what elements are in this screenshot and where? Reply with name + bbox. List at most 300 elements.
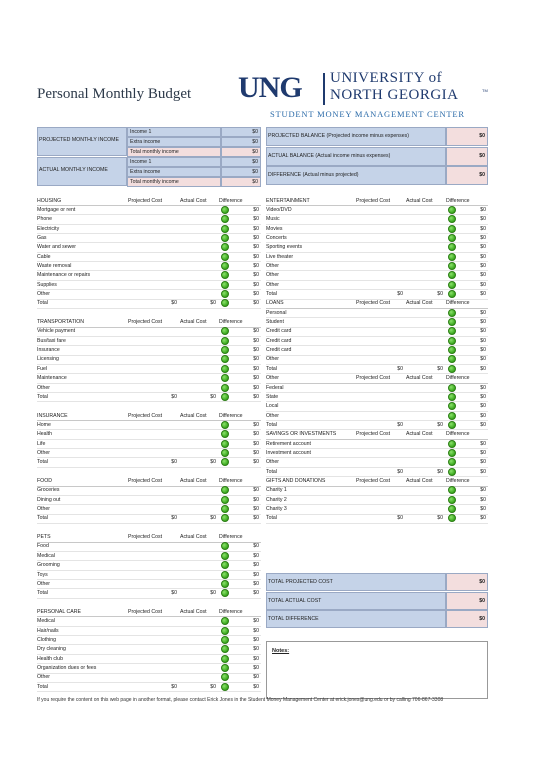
actual-income-row-label: Total monthly income: [130, 179, 179, 185]
difference-value: $0: [480, 506, 486, 513]
row-line: [37, 691, 261, 692]
total-row-label: Total: [37, 683, 48, 690]
row-line: [37, 392, 261, 393]
difference-value: $0: [480, 309, 486, 316]
actual-total: $0: [210, 515, 216, 522]
row-line: [37, 467, 261, 468]
difference-value: $0: [480, 384, 486, 391]
actual-total: $0: [437, 291, 443, 297]
row-line: [37, 383, 261, 384]
row-line: [37, 654, 261, 655]
projected-total: $0: [171, 459, 177, 466]
notes-label: Notes:: [272, 648, 290, 654]
column-header: Actual Cost: [180, 608, 207, 615]
row-line: [266, 317, 488, 318]
column-header: Actual Cost: [406, 197, 433, 204]
balance-label: PROJECTED BALANCE (Projected income minus expenses): [268, 133, 409, 139]
total-label: TOTAL DIFFERENCE: [268, 616, 319, 622]
expense-row-label: Vehicle payment: [37, 328, 76, 335]
expense-row-label: Other: [37, 580, 50, 587]
difference-value: $0: [480, 487, 486, 494]
expense-row-label: Credit card: [266, 347, 292, 354]
expense-row-label: Other: [266, 412, 279, 419]
row-line: [37, 635, 261, 636]
actual-total: $0: [210, 683, 216, 690]
column-header: Actual Cost: [406, 478, 433, 484]
logo-mark: UNG: [238, 71, 302, 104]
row-line: [37, 224, 261, 225]
expense-row-label: Credit card: [266, 337, 292, 344]
row-line: [37, 579, 261, 580]
header-underline: [37, 420, 261, 421]
difference-value: $0: [253, 543, 259, 550]
actual-income-row-value: $0: [252, 169, 258, 175]
difference-value: $0: [480, 347, 486, 354]
expense-row-label: Other: [37, 506, 50, 513]
expense-row-label: Electricity: [37, 225, 60, 232]
header-underline: [266, 383, 488, 384]
row-line: [266, 327, 488, 328]
row-line: [266, 411, 488, 412]
column-header: Difference: [219, 197, 243, 204]
actual-income-row-label: Extra income: [130, 169, 161, 175]
expense-row-label: Life: [37, 440, 46, 447]
row-line: [266, 392, 488, 393]
row-line: [37, 252, 261, 253]
column-header: Actual Cost: [180, 319, 207, 326]
row-line: [37, 261, 261, 262]
column-header: Projected Cost: [128, 534, 163, 541]
footer-contact-text: If you require the content on this web page in another format, please contact Erick Jones in the Student Money Management Center at erick.jones@ung.edu or by calling 706-867-3308: [37, 697, 444, 703]
row-line: [37, 336, 261, 337]
difference-value: $0: [480, 496, 486, 503]
actual-income-row-value: $0: [252, 179, 258, 185]
expense-row-label: Insurance: [37, 347, 60, 354]
difference-value: $0: [253, 449, 259, 456]
difference-value: $0: [253, 272, 259, 279]
expense-row-label: Music: [266, 216, 280, 223]
expense-row-label: Mortgage or rent: [37, 206, 76, 213]
expense-row-label: Maintenance or repairs: [37, 272, 91, 279]
expense-row-label: Retirement account: [266, 440, 311, 447]
total-value: $0: [479, 598, 485, 604]
section-header: INSURANCE: [37, 412, 68, 419]
difference-value: $0: [253, 674, 259, 681]
expense-row-label: Water and sewer: [37, 244, 77, 251]
difference-value: $0: [480, 412, 486, 419]
row-line: [37, 373, 261, 374]
total-row-label: Total: [266, 515, 277, 522]
difference-value: $0: [253, 300, 259, 307]
difference-value: $0: [253, 347, 259, 354]
row-line: [37, 495, 261, 496]
expense-row-label: Other: [37, 674, 50, 681]
column-header: Actual Cost: [180, 478, 207, 484]
projected-total: $0: [397, 421, 403, 428]
column-header: Actual Cost: [180, 197, 207, 204]
expense-row-label: Medical: [37, 552, 55, 559]
difference-value: $0: [253, 291, 259, 297]
actual-income-row-value: $0: [252, 159, 258, 165]
difference-value: $0: [253, 253, 259, 260]
projected-income-row-value: $0: [252, 149, 258, 155]
row-line: [266, 476, 488, 477]
actual-total: $0: [210, 393, 216, 400]
row-line: [266, 364, 488, 365]
section-header: PETS: [37, 534, 51, 541]
expense-row-label: Credit card: [266, 328, 292, 335]
total-label: TOTAL PROJECTED COST: [268, 579, 333, 585]
row-line: [37, 308, 261, 309]
difference-value: $0: [480, 328, 486, 335]
expense-row-label: Sporting events: [266, 244, 303, 251]
projected-total: $0: [171, 683, 177, 690]
difference-value: $0: [253, 216, 259, 223]
expense-row-label: Other: [37, 384, 50, 391]
column-header: Difference: [446, 478, 470, 484]
logo-line-2: NORTH GEORGIA: [330, 87, 459, 103]
difference-value: $0: [253, 421, 259, 428]
expense-row-label: Maintenance: [37, 375, 67, 382]
expense-row-label: Gas: [37, 234, 47, 241]
total-row-label: Total: [37, 515, 48, 522]
expense-row-label: Video/DVD: [266, 206, 292, 213]
row-line: [37, 214, 261, 215]
difference-value: $0: [480, 244, 486, 251]
row-line: [37, 560, 261, 561]
row-line: [37, 401, 261, 402]
difference-value: $0: [253, 393, 259, 400]
section-header: SAVINGS OR INVESTMENTS: [266, 431, 337, 438]
actual-income-label: ACTUAL MONTHLY INCOME: [39, 167, 108, 173]
total-row-label: Total: [37, 300, 48, 307]
expense-row-label: Other: [266, 262, 279, 269]
column-header: Difference: [446, 197, 470, 204]
row-line: [266, 270, 488, 271]
difference-value: $0: [253, 627, 259, 634]
expense-row-label: Supplies: [37, 281, 57, 288]
header-underline: [266, 308, 488, 309]
projected-total: $0: [397, 365, 403, 372]
projected-total: $0: [397, 468, 403, 475]
section-header: ENTERTAINMENT: [266, 197, 310, 204]
column-header: Difference: [219, 534, 243, 541]
expense-row-label: Toys: [37, 571, 48, 578]
expense-row-label: Organization dues or fees: [37, 665, 97, 671]
difference-value: $0: [253, 375, 259, 382]
difference-value: $0: [253, 384, 259, 391]
expense-row-label: Waste removal: [37, 262, 72, 269]
actual-total: $0: [210, 590, 216, 597]
total-row-label: Total: [266, 421, 277, 428]
total-row-label: Total: [37, 459, 48, 466]
balance-value: $0: [479, 172, 485, 178]
actual-total: $0: [437, 515, 443, 522]
expense-row-label: Investment account: [266, 449, 311, 456]
difference-value: $0: [480, 272, 486, 279]
expense-row-label: Charity 2: [266, 496, 287, 503]
section-header: TRANSPORTATION: [37, 319, 84, 326]
difference-value: $0: [253, 206, 259, 213]
column-header: Difference: [446, 375, 470, 382]
row-line: [266, 242, 488, 243]
difference-value: $0: [253, 234, 259, 241]
row-line: [266, 495, 488, 496]
expense-row-label: Other: [266, 356, 279, 363]
expense-row-label: Other: [266, 281, 279, 288]
row-line: [266, 289, 488, 290]
row-line: [37, 280, 261, 281]
row-line: [266, 457, 488, 458]
difference-value: $0: [480, 337, 486, 344]
difference-value: $0: [253, 506, 259, 513]
header-underline: [266, 439, 488, 440]
section-header: HOUSING: [37, 197, 62, 204]
actual-total: $0: [210, 300, 216, 307]
difference-value: $0: [480, 216, 486, 223]
expense-row-label: Grooming: [37, 562, 60, 569]
section-header: LOANS: [266, 300, 284, 307]
section-header: PERSONAL CARE: [37, 608, 81, 615]
column-header: Difference: [219, 319, 243, 326]
row-line: [37, 233, 261, 234]
row-line: [266, 345, 488, 346]
difference-value: $0: [253, 487, 259, 494]
difference-value: $0: [253, 683, 259, 690]
difference-value: $0: [253, 571, 259, 578]
expense-row-label: Cable: [37, 253, 51, 260]
column-header: Projected Cost: [128, 319, 163, 326]
difference-value: $0: [253, 636, 259, 643]
column-header: Projected Cost: [356, 197, 391, 204]
difference-value: $0: [480, 206, 486, 213]
column-header: Actual Cost: [406, 300, 433, 307]
difference-value: $0: [253, 328, 259, 335]
projected-total: $0: [397, 515, 403, 522]
difference-value: $0: [480, 281, 486, 288]
projected-income-row-label: Income 1: [130, 129, 152, 135]
row-line: [266, 214, 488, 215]
expense-row-label: Other: [37, 291, 50, 297]
column-header: Projected Cost: [128, 197, 163, 204]
row-line: [37, 626, 261, 627]
row-line: [37, 345, 261, 346]
row-line: [37, 439, 261, 440]
difference-value: $0: [480, 225, 486, 232]
difference-value: $0: [253, 459, 259, 466]
total-row-label: Total: [266, 365, 277, 372]
column-header: Projected Cost: [128, 608, 163, 615]
difference-value: $0: [480, 356, 486, 363]
difference-value: $0: [480, 449, 486, 456]
row-line: [37, 448, 261, 449]
section-header: FOOD: [37, 478, 52, 484]
expense-row-label: Health: [37, 431, 52, 438]
difference-value: $0: [480, 515, 486, 522]
difference-value: $0: [253, 562, 259, 569]
expense-row-label: Bus/taxi fare: [37, 337, 66, 344]
difference-value: $0: [253, 365, 259, 372]
row-line: [266, 420, 488, 421]
actual-total: $0: [437, 421, 443, 428]
expense-row-label: Charity 1: [266, 487, 287, 494]
expense-row-label: Local: [266, 403, 279, 410]
column-header: Projected Cost: [356, 300, 391, 307]
difference-value: $0: [253, 552, 259, 559]
expense-row-label: Movies: [266, 225, 283, 232]
row-line: [266, 224, 488, 225]
total-row-label: Total: [266, 468, 277, 475]
difference-value: $0: [480, 291, 486, 297]
column-header: Projected Cost: [356, 431, 391, 438]
total-value: $0: [479, 616, 485, 622]
row-line: [37, 598, 261, 599]
actual-total: $0: [437, 365, 443, 372]
difference-value: $0: [480, 262, 486, 269]
expense-row-label: Clothing: [37, 636, 57, 643]
expense-row-label: Federal: [266, 384, 284, 391]
column-header: Projected Cost: [128, 478, 163, 484]
projected-total: $0: [397, 291, 403, 297]
section-header: GIFTS AND DONATIONS: [266, 478, 326, 484]
difference-value: $0: [253, 590, 259, 597]
difference-value: $0: [480, 440, 486, 447]
expense-row-label: Hair/nails: [37, 627, 59, 634]
logo-line-1: UNIVERSITY of: [330, 70, 443, 86]
expense-row-label: Live theater: [266, 253, 294, 260]
expense-row-label: Other: [266, 272, 279, 279]
actual-total: $0: [210, 459, 216, 466]
total-value: $0: [479, 579, 485, 585]
expense-row-label: Phone: [37, 216, 53, 223]
column-header: Difference: [446, 300, 470, 307]
expense-row-label: Home: [37, 421, 51, 428]
difference-value: $0: [253, 646, 259, 653]
column-header: Difference: [219, 478, 243, 484]
row-line: [266, 336, 488, 337]
row-line: [37, 289, 261, 290]
column-header: Projected Cost: [128, 412, 163, 419]
row-line: [37, 570, 261, 571]
balance-label: ACTUAL BALANCE (Actual income minus expenses): [268, 153, 391, 159]
expense-row-label: Groceries: [37, 487, 60, 494]
row-line: [37, 588, 261, 589]
difference-value: $0: [253, 356, 259, 363]
difference-value: $0: [480, 365, 486, 372]
row-line: [37, 682, 261, 683]
difference-value: $0: [253, 655, 259, 662]
expense-row-label: Other: [37, 449, 50, 456]
expense-row-label: Food: [37, 543, 49, 550]
expense-row-label: Concerts: [266, 234, 287, 241]
difference-value: $0: [480, 403, 486, 410]
row-line: [266, 373, 488, 374]
projected-total: $0: [171, 300, 177, 307]
section-header: Other: [266, 375, 279, 382]
column-header: Difference: [219, 608, 243, 615]
expense-row-label: State: [266, 393, 279, 400]
row-line: [37, 551, 261, 552]
row-line: [37, 364, 261, 365]
header-underline: [37, 205, 261, 206]
difference-value: $0: [253, 262, 259, 269]
row-line: [266, 355, 488, 356]
header-underline: [266, 486, 488, 487]
balance-value: $0: [479, 133, 485, 139]
row-line: [266, 523, 488, 524]
row-line: [266, 280, 488, 281]
notes-box[interactable]: [266, 641, 488, 699]
balance-value: $0: [479, 153, 485, 159]
expense-row-label: Dining out: [37, 496, 61, 503]
total-label: TOTAL ACTUAL COST: [268, 598, 322, 604]
column-header: Projected Cost: [356, 375, 391, 382]
row-line: [266, 401, 488, 402]
projected-total: $0: [171, 590, 177, 597]
actual-income-row-label: Income 1: [130, 159, 152, 165]
total-row-label: Total: [37, 393, 48, 400]
difference-value: $0: [480, 253, 486, 260]
difference-value: $0: [253, 244, 259, 251]
row-line: [266, 261, 488, 262]
column-header: Projected Cost: [356, 478, 391, 484]
expense-row-label: Student: [266, 319, 284, 326]
total-row-label: Total: [37, 590, 48, 597]
expense-row-label: Other: [266, 459, 279, 466]
column-header: Actual Cost: [406, 375, 433, 382]
row-line: [266, 299, 488, 300]
row-line: [37, 504, 261, 505]
projected-income-row-value: $0: [252, 139, 258, 145]
expense-row-label: Health club: [37, 655, 63, 662]
logo-divider: [323, 73, 325, 105]
column-header: Actual Cost: [180, 412, 207, 419]
projected-income-row-label: Extra income: [130, 139, 161, 145]
column-header: Difference: [446, 431, 470, 438]
difference-value: $0: [253, 580, 259, 587]
actual-total: $0: [437, 468, 443, 475]
difference-value: $0: [253, 440, 259, 447]
projected-total: $0: [171, 393, 177, 400]
difference-value: $0: [253, 337, 259, 344]
row-line: [37, 663, 261, 664]
logo-line-3: STUDENT MONEY MANAGEMENT CENTER: [270, 109, 465, 119]
row-line: [266, 233, 488, 234]
difference-value: $0: [480, 393, 486, 400]
expense-row-label: Medical: [37, 618, 55, 625]
expense-row-label: Dry cleaning: [37, 646, 66, 653]
difference-value: $0: [480, 421, 486, 428]
expense-row-label: Personal: [266, 309, 287, 316]
difference-value: $0: [480, 319, 486, 326]
expense-row-label: Fuel: [37, 365, 48, 372]
expense-row-label: Licensing: [37, 356, 59, 363]
row-line: [266, 252, 488, 253]
page-title: Personal Monthly Budget: [37, 86, 192, 102]
difference-value: $0: [480, 468, 486, 475]
row-line: [266, 448, 488, 449]
difference-value: $0: [253, 515, 259, 522]
column-header: Actual Cost: [180, 534, 207, 541]
projected-total: $0: [171, 515, 177, 522]
expense-row-label: Charity 3: [266, 506, 287, 513]
row-line: [266, 514, 488, 515]
column-header: Actual Cost: [406, 431, 433, 438]
column-header: Difference: [219, 412, 243, 419]
projected-income-row-label: Total monthly income: [130, 149, 179, 155]
row-line: [266, 429, 488, 430]
logo-trademark: TM: [482, 88, 488, 93]
